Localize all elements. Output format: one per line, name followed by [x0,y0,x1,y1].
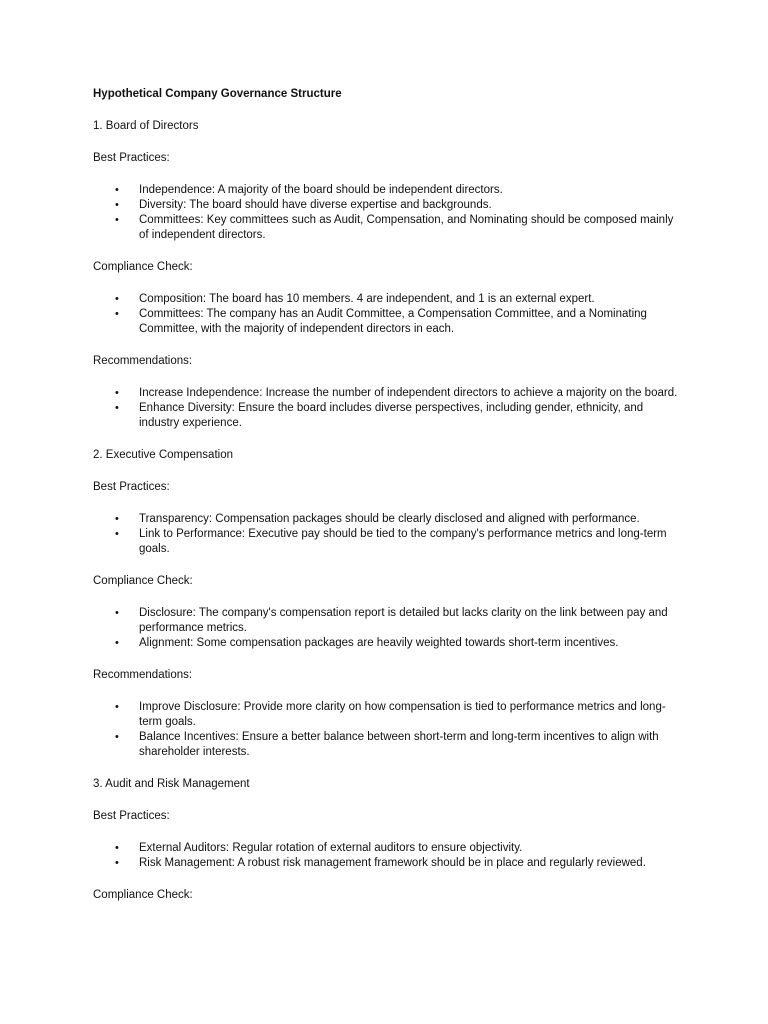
bullet-text: Composition: The board has 10 members. 4 are independent, and 1 is an external expert. [139,293,595,305]
document-title: Hypothetical Company Governance Structure [93,88,342,100]
subsection-label: Compliance Check: [93,575,193,587]
bullet-dot-icon: • [115,842,119,854]
subsection-label: Best Practices: [93,810,170,822]
bullet-text: Independence: A majority of the board should be independent directors. [139,184,503,196]
bullet-text: Diversity: The board should have diverse expertise and backgrounds. [139,199,492,211]
bullet-text: Increase Independence: Increase the number of independent directors to achieve a majority on the board. [139,387,678,399]
bullet-text: Committees: Key committees such as Audit, Compensation, and Nominating should be composed mainly of independent directors. [139,214,674,241]
bullet-dot-icon: • [115,701,119,713]
bullet-dot-icon: • [115,308,119,320]
bullet-dot-icon: • [115,387,119,399]
bullet-item [93,841,683,856]
bullet-list [93,512,683,557]
subsection-label: Recommendations: [93,355,193,367]
bullet-item [93,183,683,198]
bullet-item [93,198,683,213]
bullet-item [93,292,683,307]
bullet-text: Alignment: Some compensation packages are heavily weighted towards short-term incentives. [139,637,619,649]
bullet-dot-icon: • [115,513,119,525]
bullet-dot-icon: • [115,857,119,869]
bullet-list [93,386,683,431]
bullet-list [93,292,683,337]
subsection-label: Best Practices: [93,152,170,164]
bullet-dot-icon: • [115,214,119,226]
bullet-item [93,700,683,730]
bullet-list [93,700,683,760]
subsection-label: Best Practices: [93,481,170,493]
bullet-text: Improve Disclosure: Provide more clarity on how compensation is tied to performance metrics and long-term goals. [139,701,666,728]
bullet-item [93,730,683,760]
bullet-item [93,527,683,557]
bullet-list [93,183,683,243]
section-heading: 1. Board of Directors [93,120,199,132]
subsection-label: Compliance Check: [93,261,193,273]
bullet-list [93,606,683,651]
bullet-text: Transparency: Compensation packages should be clearly disclosed and aligned with performance. [139,513,640,525]
section-heading: 2. Executive Compensation [93,449,233,461]
bullet-item [93,386,683,401]
bullet-text: Balance Incentives: Ensure a better balance between short-term and long-term incentives to align with shareholder interests. [139,731,659,758]
document-body [93,119,683,903]
section-heading: 3. Audit and Risk Management [93,778,250,790]
bullet-text: Enhance Diversity: Ensure the board includes diverse perspectives, including gender, ethnicity, and industry experience. [139,402,644,429]
bullet-list [93,841,683,871]
subsection-label: Recommendations: [93,669,193,681]
bullet-text: Committees: The company has an Audit Committee, a Compensation Committee, and a Nominating Committee, with the majority of independent directors in each. [139,308,647,335]
subsection-label: Compliance Check: [93,889,193,901]
bullet-text: Risk Management: A robust risk management framework should be in place and regularly reviewed. [139,857,646,869]
bullet-dot-icon: • [115,637,119,649]
bullet-dot-icon: • [115,199,119,211]
bullet-dot-icon: • [115,293,119,305]
bullet-item [93,213,683,243]
bullet-item [93,401,683,431]
bullet-item [93,512,683,527]
bullet-dot-icon: • [115,528,119,540]
bullet-item [93,307,683,337]
bullet-item [93,856,683,871]
bullet-dot-icon: • [115,607,119,619]
bullet-text: Link to Performance: Executive pay should be tied to the company's performance metrics and long-term goals. [139,528,667,555]
bullet-dot-icon: • [115,402,119,414]
bullet-text: Disclosure: The company's compensation report is detailed but lacks clarity on the link between pay and performance metrics. [139,607,668,634]
bullet-dot-icon: • [115,184,119,196]
bullet-item [93,606,683,636]
bullet-dot-icon: • [115,731,119,743]
document-page [93,87,683,920]
bullet-item [93,636,683,651]
bullet-text: External Auditors: Regular rotation of external auditors to ensure objectivity. [139,842,523,854]
